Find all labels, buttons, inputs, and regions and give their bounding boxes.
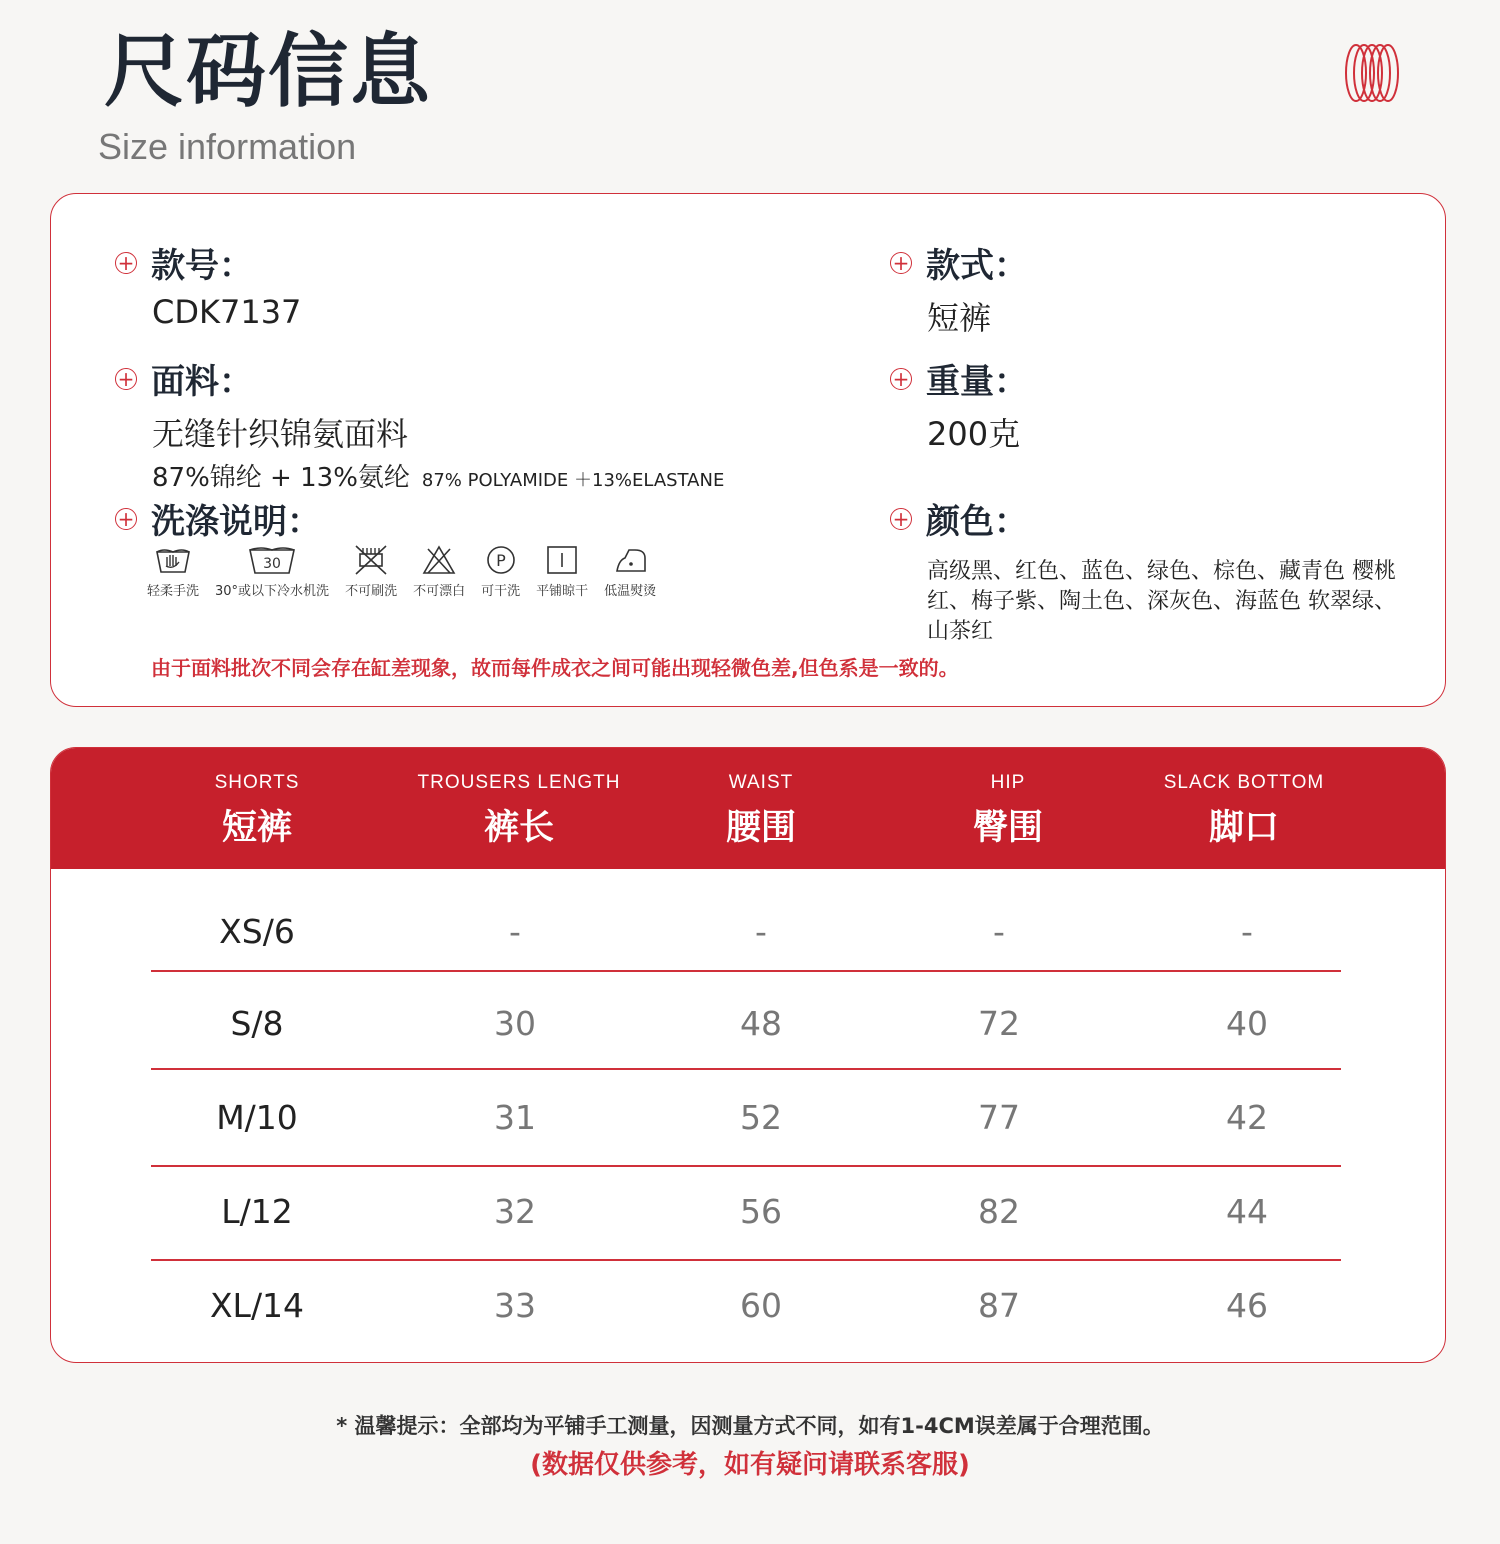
size-table	[50, 747, 1446, 1363]
care-item	[147, 544, 199, 599]
size-table-header	[51, 748, 1445, 869]
care-item	[215, 544, 329, 599]
column-header-cn: 短裤	[221, 808, 292, 848]
care-item-label: 轻柔手洗	[147, 584, 200, 599]
product-info-card	[50, 193, 1446, 707]
table-cell: 52	[740, 1098, 782, 1137]
measurement-tip: * 温馨提示：全部均为平铺手工测量，因测量方式不同，如有1-4CM误差属于合理范围。	[336, 1414, 1164, 1438]
table-cell: 87	[978, 1286, 1020, 1325]
column-header-en: WAIST	[728, 772, 794, 793]
column-header-cn: 裤长	[483, 808, 555, 848]
table-cell-size: XS/6	[219, 912, 295, 951]
care-item	[481, 544, 520, 599]
fabric-field	[115, 354, 724, 494]
column-header-en: TROUSERS LENGTH	[417, 772, 621, 793]
care-item	[413, 544, 465, 599]
column-header-en: HIP	[990, 772, 1026, 793]
table-cell: 32	[494, 1192, 536, 1231]
table-cell: 33	[494, 1286, 536, 1325]
fabric-value: 无缝针织锦氨面料	[152, 415, 409, 453]
table-cell: 42	[1226, 1098, 1268, 1137]
row-divider	[151, 1259, 1341, 1261]
table-cell: 72	[978, 1004, 1020, 1043]
care-item	[604, 544, 656, 599]
row-divider	[151, 1068, 1341, 1070]
plus-icon: +	[890, 508, 912, 530]
care-item-label: 可干洗	[481, 584, 521, 599]
fabric-composition-cn: 87%锦纶 + 13%氨纶	[152, 463, 410, 493]
care-item-label: 30°或以下冷水机洗	[215, 584, 330, 599]
table-cell-size: L/12	[221, 1192, 293, 1231]
style-number-value: CDK7137	[152, 293, 302, 331]
table-cell: -	[1241, 912, 1253, 951]
weight-label: 重量：	[926, 362, 1028, 402]
care-label: 洗涤说明：	[151, 502, 321, 542]
weight-value: 200克	[927, 415, 1021, 453]
care-item-label: 不可刷洗	[345, 584, 398, 599]
color-variance-notice: 由于面料批次不同会存在缸差现象，故而每件成衣之间可能出现轻微色差,但色系是一致的。	[151, 656, 959, 680]
table-cell: 48	[740, 1004, 782, 1043]
weight-field	[890, 354, 1028, 455]
table-cell: 46	[1226, 1286, 1268, 1325]
plus-icon: +	[890, 252, 912, 274]
style-number-field	[115, 238, 301, 331]
care-item	[345, 544, 397, 599]
no-bleach-icon	[420, 544, 458, 576]
column-header-hip	[973, 772, 1043, 850]
table-cell-size: M/10	[216, 1098, 298, 1137]
care-item-label: 低温熨烫	[604, 584, 657, 599]
table-cell: 77	[978, 1098, 1020, 1137]
style-type-label: 款式：	[926, 246, 1028, 286]
low-iron-icon	[611, 544, 649, 576]
care-field	[115, 494, 321, 543]
reference-note: (数据仅供参考，如有疑问请联系客服)	[530, 1450, 970, 1480]
care-item-label: 平铺晾干	[536, 584, 589, 599]
plus-icon: +	[890, 368, 912, 390]
table-cell-size: S/8	[230, 1004, 284, 1043]
table-cell: 60	[740, 1286, 782, 1325]
color-field	[890, 494, 1397, 647]
fabric-composition-en: 87% POLYAMIDE ＋13%ELASTANE	[421, 470, 725, 491]
hand-wash-icon	[154, 544, 192, 576]
column-header-shorts	[215, 772, 300, 850]
plus-icon: +	[115, 508, 137, 530]
style-number-label: 款号：	[151, 246, 253, 286]
table-cell: -	[755, 912, 767, 951]
color-label: 颜色：	[926, 502, 1028, 542]
table-cell: 31	[494, 1098, 536, 1137]
column-header-cn: 臀围	[972, 808, 1044, 848]
care-item-label: 不可漂白	[413, 584, 466, 599]
table-cell: 82	[978, 1192, 1020, 1231]
column-header-en: SLACK BOTTOM	[1163, 772, 1325, 793]
fabric-composition	[152, 457, 724, 494]
table-cell: 40	[1226, 1004, 1268, 1043]
dry-clean-icon	[482, 544, 520, 576]
row-divider	[151, 970, 1341, 972]
plus-icon: +	[115, 252, 137, 274]
column-header-slack-bottom	[1164, 772, 1325, 850]
column-header-cn: 脚口	[1208, 808, 1280, 848]
column-header-waist	[726, 772, 796, 850]
page-subtitle: Size information	[98, 126, 357, 167]
machine-wash-30-icon	[247, 544, 297, 576]
plus-icon: +	[115, 368, 137, 390]
style-type-field	[890, 238, 1028, 339]
no-brush-icon	[352, 544, 390, 576]
dry-clean-letter: P	[495, 551, 506, 570]
table-cell-size: XL/14	[209, 1286, 305, 1325]
machine-wash-temp: 30	[263, 556, 281, 572]
column-header-length	[418, 772, 621, 850]
table-cell: 30	[494, 1004, 536, 1043]
rings-logo-icon	[1338, 40, 1404, 106]
table-cell: 56	[740, 1192, 782, 1231]
flat-dry-icon	[543, 544, 581, 576]
table-cell: -	[993, 912, 1005, 951]
row-divider	[151, 1165, 1341, 1167]
column-header-en: SHORTS	[214, 772, 300, 793]
care-item	[536, 544, 588, 599]
column-header-cn: 腰围	[725, 808, 797, 848]
care-icons	[147, 544, 672, 599]
page-title: 尺码信息	[104, 25, 432, 118]
style-type-value: 短裤	[927, 299, 992, 337]
color-list: 高级黑、红色、蓝色、绿色、棕色、藏青色 樱桃红、梅子紫、陶土色、深灰色、海蓝色 软翠绿、山茶红	[927, 559, 1396, 644]
table-cell: 44	[1226, 1192, 1268, 1231]
fabric-label: 面料：	[151, 362, 253, 402]
table-cell: -	[509, 912, 521, 951]
